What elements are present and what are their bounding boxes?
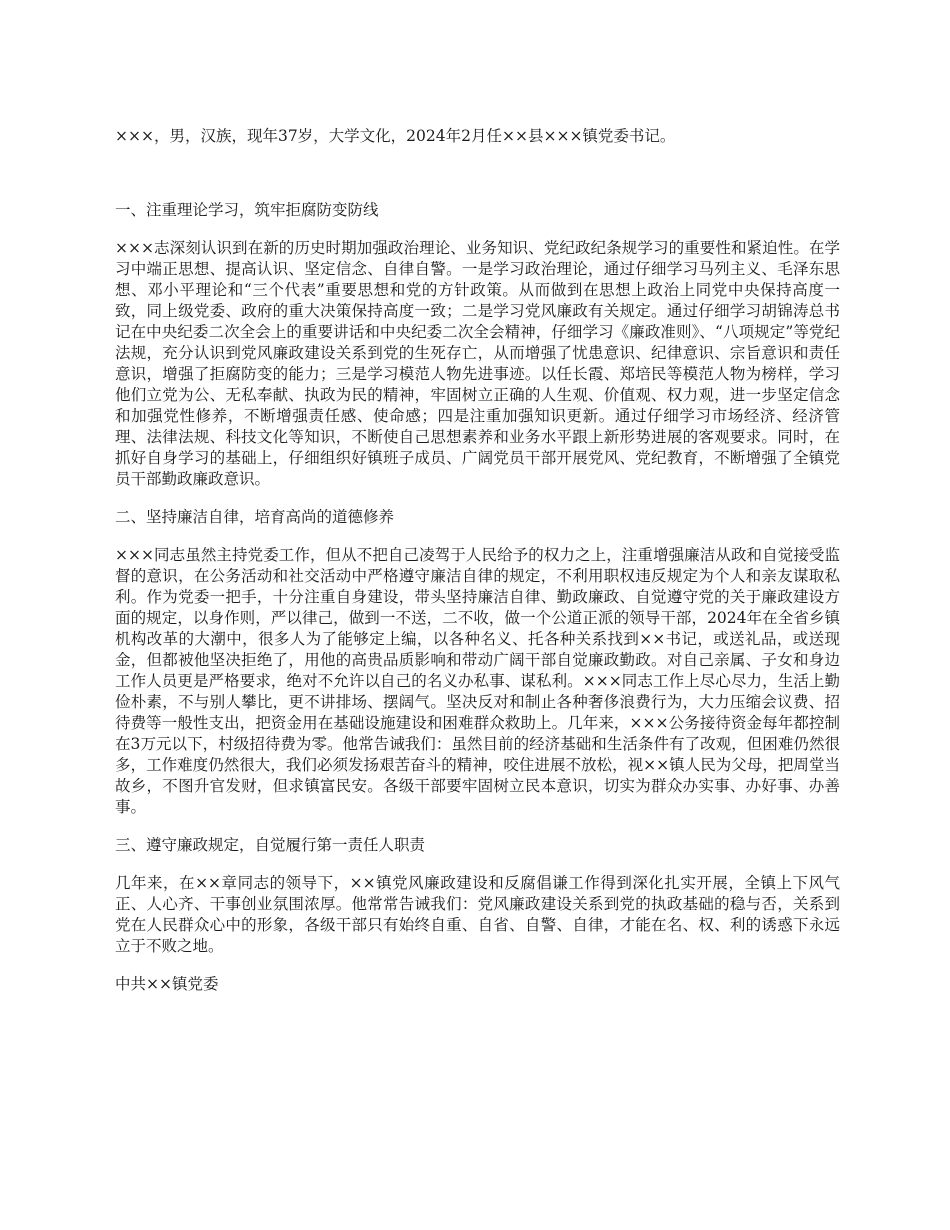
intro-paragraph: ×××，男，汉族，现年37岁，大学文化，2024年2月任××县×××镇党委书记。 bbox=[115, 127, 676, 145]
section-3-body: 几年来，在××章同志的领导下，××镇党风廉政建设和反腐倡谦工作得到深化扎实开展，全镇上下风气正、人心齐、干事创业氛围浓厚。他常常告诫我们：党风廉政建设关系到党的执政基础的稳与否，关系到党在人民群众心中的形象，各级干部只有始终自重、自省、自警、自律，才能在名、权、利的诱惑下永远立于不败之地。 bbox=[115, 874, 840, 955]
section-1-heading: 一、注重理论学习，筑牢拒腐防变防线 bbox=[115, 201, 379, 219]
document-page bbox=[115, 126, 840, 1011]
section-1-body: ×××志深刻认识到在新的历史时期加强政治理论、业务知识、党纪政纪条规学习的重要性和紧迫性。在学习中端正思想、提高认识、坚定信念、自律自警。一是学习政治理论，通过仔细学习马列主义、毛泽东思想、邓小平理论和“三个代表”重要思想和党的方针政策。从而做到在思想上政治上同党中央保持高度一致，同上级党委、政府的重大决策保持高度一致；二是学习党风廉政有关规定。通过仔细学习胡锦涛总书记在中央纪委二次全会上的重要讲话和中央纪委二次全会精神，仔细学习《廉政准则》、“八项规定”等党纪法规，充分认识到党风廉政建设关系到党的生死存亡，从而增强了忧患意识、纪律意识、宗旨意识和责任意识，增强了拒腐防变的能力；三是学习模范人物先进事迹。以任长霞、郑培民等模范人物为榜样，学习他们立党为公、无私奉献、执政为民的精神，牢固树立正确的人生观、价值观、权力观，进一步坚定信念和加强党性修养，不断增强责任感、使命感；四是注重加强知识更新。通过仔细学习市场经济、经济管理、法律法规、科技文化等知识，不断使自己思想素养和业务水平跟上新形势进展的客观要求。同时，在抓好自身学习的基础上，仔细组织好镇班子成员、广阔党员干部开展党风、党纪教育，不断增强了全镇党员干部勤政廉政意识。 bbox=[115, 239, 840, 488]
signature: 中共××镇党委 bbox=[115, 975, 219, 993]
section-3-heading: 三、遵守廉政规定，自觉履行第一责任人职责 bbox=[115, 836, 426, 854]
section-2-heading: 二、坚持廉洁自律，培育高尚的道德修养 bbox=[115, 508, 395, 526]
section-2-body: ×××同志虽然主持党委工作，但从不把自己凌驾于人民给予的权力之上，注重增强廉洁从政和自觉接受监督的意识，在公务活动和社交活动中严格遵守廉洁自律的规定，不利用职权违反规定为个人和亲友谋取私利。作为党委一把手，十分注重自身建设，带头坚持廉洁自律、勤政廉政、自觉遵守党的关于廉政建设方面的规定，以身作则，严以律己，做到一不送，二不收，做一个公道正派的领导干部，2024年在全省乡镇机构改革的大潮中，很多人为了能够定上编，以各种名义、托各种关系找到××书记，或送礼品，或送现金，但都被他坚决拒绝了，用他的高贵品质影响和带动广阔干部自觉廉政勤政。对自己亲属、子女和身边工作人员更是严格要求，绝对不允许以自己的名义办私事、谋私利。×××同志工作上尽心尽力，生活上勤俭朴素，不与别人攀比，更不讲排场、摆阔气。坚决反对和制止各种奢侈浪费行为，大力压缩会议费、招待费等一般性支出，把资金用在基础设施建设和困难群众救助上。几年来，×××公务接待资金每年都控制在3万元以下，村级招待费为零。他常告诫我们：虽然目前的经济基础和生活条件有了改观，但困难仍然很多，工作难度仍然很大，我们必须发扬艰苦奋斗的精神，咬住进展不放松，视××镇人民为父母，把周堂当故乡，不图升官发财，但求镇富民安。各级干部要牢固树立民本意识，切实为群众办实事、办好事、办善事。 bbox=[115, 546, 840, 816]
